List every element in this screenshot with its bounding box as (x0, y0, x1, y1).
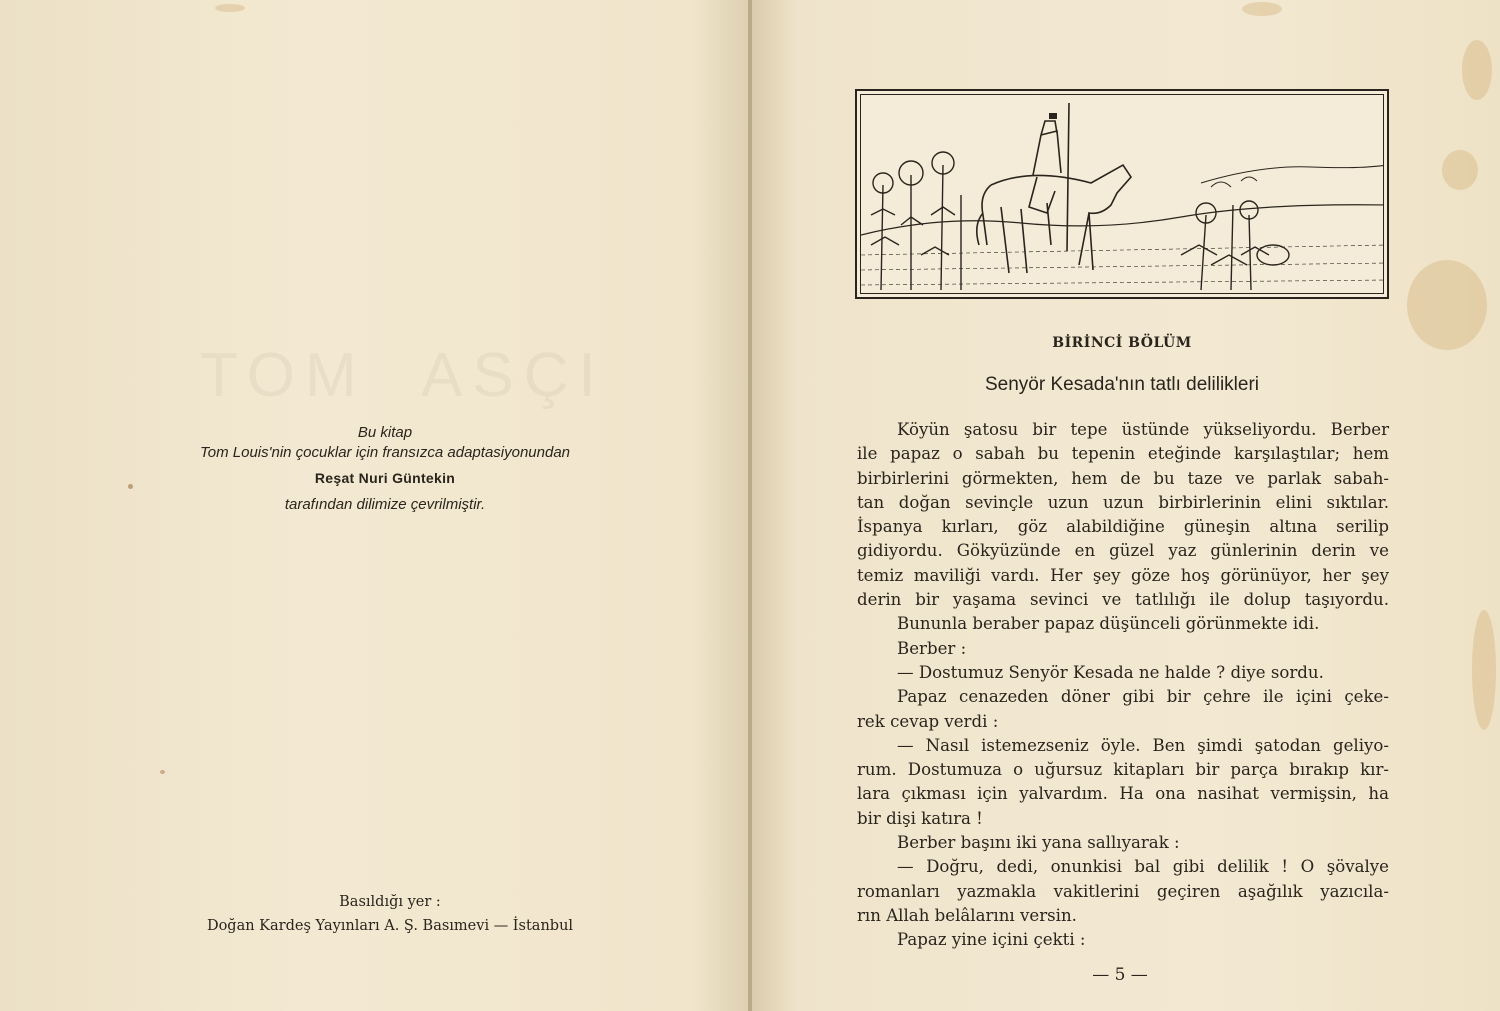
text-line: rın Allah belâlarını versin. (857, 905, 1077, 925)
chapter-illustration (855, 89, 1389, 299)
text-line: Bununla beraber papaz düşünceli görünmekte idi. (897, 614, 1320, 634)
chapter-heading: BİRİNCİ BÖLÜM (1052, 335, 1192, 351)
text-line: tan doğan sevinçle uzun uzun birbirlerinin elini sıktılar. (857, 492, 1389, 512)
text-line: birbirlerini görmekten, hem de bu taze ve parlak sabah- (857, 468, 1389, 488)
text-line: rum. Dostumuza o uğursuz kitapları bir parça bırakıp kır- (857, 760, 1389, 780)
page-number: — 5 — (1092, 965, 1148, 985)
text-line: Papaz cenazeden döner gibi bir çehre ile içini çeke- (897, 687, 1389, 707)
illustration-frame (860, 94, 1384, 294)
credits-line-4: tarafından dilimize çevrilmiştir. (284, 496, 486, 513)
translation-credits (0, 423, 770, 513)
chapter-title: Senyör Kesada'nın tatlı delilikleri (985, 374, 1259, 395)
show-through-text: TOM ASÇI (200, 341, 606, 410)
text-line: Berber başını iki yana sallıyarak : (897, 833, 1180, 853)
translator-name: Reşat Nuri Güntekin (314, 470, 456, 486)
credits-line-1: Bu kitap (357, 424, 413, 441)
text-line: — Dostumuz Senyör Kesada ne halde ? diye sordu. (897, 662, 1324, 682)
text-line: temiz maviliği vardı. Her şey göze hoş görünüyor, her şey (857, 565, 1389, 585)
page-stain (1242, 2, 1282, 16)
page-stain (1442, 150, 1478, 190)
text-line: romanları yazmakla vakitlerini geçiren aşağılık yazıcıla- (857, 881, 1389, 901)
text-line: rek cevap verdi : (857, 711, 999, 731)
text-line: — Nasıl istemezseniz öyle. Ben şimdi şatodan geliyo- (897, 735, 1389, 755)
text-line: Köyün şatosu bir tepe üstünde yükseliyordu. Berber (897, 420, 1389, 439)
page-stain (215, 4, 245, 12)
page-stain (1472, 610, 1496, 730)
text-line: Berber : (897, 638, 967, 658)
text-line: — Doğru, dedi, onunkisi bal gibi delilik ! O şövalye (897, 857, 1389, 877)
printer-name: Doğan Kardeş Yayınları A. Ş. Basımevi — İstanbul (206, 918, 574, 934)
printer-label: Basıldığı yer : (339, 894, 441, 910)
page-stain (1462, 40, 1492, 100)
text-line: ile papaz o sabah bu tepenin eteğinde karşılaştılar; hem (857, 444, 1389, 464)
text-line: İspanya kırları, göz alabildiğine güneşin altına serilip (857, 517, 1389, 537)
text-line: derin bir yaşama sevinci ve tatlılığı ile dolup taşıyordu. (857, 590, 1389, 610)
credits-line-2: Tom Louis'nin çocuklar için fransızca adaptasiyonundan (199, 444, 571, 461)
page-stain (160, 770, 165, 774)
chapter-body-text (857, 418, 1389, 953)
knight-on-horse-engraving (861, 95, 1384, 294)
text-line: gidiyordu. Gökyüzünde en güzel yaz günlerinin derin ve (857, 541, 1389, 561)
text-line: Papaz yine içini çekti : (897, 930, 1086, 950)
text-line: lara çıkması için yalvardım. Ha ona nasihat vermişsin, ha (857, 784, 1389, 804)
page-stain (1407, 260, 1487, 350)
text-line: bir dişi katıra ! (857, 808, 983, 828)
printer-info (0, 890, 780, 938)
